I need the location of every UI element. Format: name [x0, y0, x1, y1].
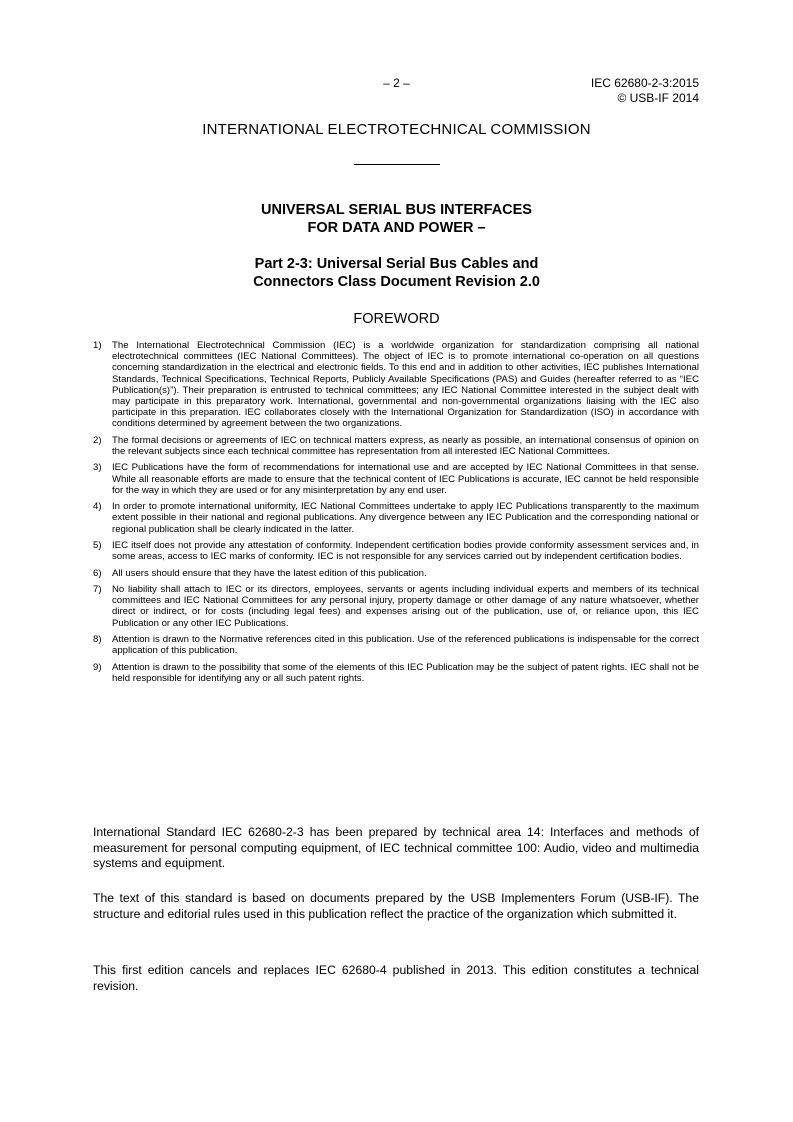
foreword-item — [93, 501, 699, 535]
foreword-item-text: Attention is drawn to the possibility that some of the elements of this IEC Publication may be the subject of patent rights. IEC shall not be held responsible for identifying any or all such patent rights. — [112, 661, 699, 684]
foreword-item-number: 6) — [93, 567, 102, 579]
foreword-item — [93, 634, 699, 656]
foreword-item — [93, 340, 699, 430]
document-identifier — [591, 76, 699, 106]
foreword-item — [93, 540, 699, 562]
foreword-item-number: 5) — [93, 540, 102, 551]
foreword-heading: FOREWORD — [353, 311, 440, 327]
foreword-item-number: 2) — [93, 434, 102, 446]
body-paragraph-edition: This first edition cancels and replaces IEC 62680-4 published in 2013. This edition constitutes a technical revision. — [93, 963, 699, 993]
page-number: – 2 – — [383, 76, 410, 90]
part-title — [0, 255, 793, 291]
foreword-item-text: In order to promote international uniformity, IEC National Committees undertake to apply IEC Publications transparently to the maximum extent possible in their national and regional publications. Any divergence between any IEC Publication and the corresponding national or regional publication shall be clearly indicated in the latter. — [112, 501, 699, 535]
body-paragraph-source: The text of this standard is based on documents prepared by the USB Implementers Forum (USB-IF). The structure and editorial rules used in this publication reflect the practice of the organization which submitted it. — [93, 891, 699, 921]
part-title-line-1: Part 2-3: Universal Serial Bus Cables and — [254, 256, 539, 272]
foreword-item-text: Attention is drawn to the Normative references cited in this publication. Use of the referenced publications is indispensable for the correct application of this publication. — [112, 633, 699, 657]
foreword-item-text: No liability shall attach to IEC or its directors, employees, servants or agents including individual experts and members of its technical committees and IEC National Committees for any personal injury, property damage or other damage of any nature whatsoever, whether direct or indirect, or for costs (including legal fees) and expenses arising out of the publication, use of, or reliance upon, this IEC Publication or any other IEC Publications. — [112, 583, 699, 629]
part-title-line-2: Connectors Class Document Revision 2.0 — [253, 274, 540, 290]
foreword-item-number: 1) — [93, 340, 102, 351]
foreword-item-text: IEC itself does not provide any attestation of conformity. Independent certification bodies provide conformity assessment services and, in some areas, access to IEC marks of conformity. IEC is not responsible for any services carried out by independent certification bodies. — [112, 540, 699, 563]
foreword-item — [93, 584, 699, 629]
foreword-list — [93, 340, 699, 689]
title-line-1: UNIVERSAL SERIAL BUS INTERFACES — [261, 202, 532, 218]
foreword-item — [93, 662, 699, 684]
foreword-item — [93, 435, 699, 457]
foreword-item-number: 8) — [93, 633, 102, 645]
organization-title: INTERNATIONAL ELECTROTECHNICAL COMMISSION — [202, 121, 591, 138]
foreword-item-number: 7) — [93, 583, 102, 595]
copyright-notice: © USB-IF 2014 — [617, 91, 699, 105]
title-divider — [354, 164, 440, 165]
foreword-item — [93, 462, 699, 496]
foreword-item-number: 3) — [93, 462, 102, 474]
title-line-2: FOR DATA AND POWER – — [307, 220, 486, 236]
document-title — [0, 201, 793, 237]
foreword-item — [93, 568, 699, 579]
foreword-item-text: The formal decisions or agreements of IEC on technical matters express, as nearly as possible, an international consensus of opinion on the relevant subjects since each technical committee has representation from all interested IEC National Committees. — [112, 434, 699, 458]
foreword-item-text: IEC Publications have the form of recommendations for international use and are accepted by IEC National Committees in that sense. While all reasonable efforts are made to ensure that the technical content of IEC Publications is accurate, IEC cannot be held responsible for the way in which they are used or for any misinterpretation by any end user. — [112, 462, 699, 496]
standard-number: IEC 62680-2-3:2015 — [590, 76, 699, 90]
foreword-item-number: 4) — [93, 501, 102, 513]
body-paragraph-preparation: International Standard IEC 62680-2-3 has been prepared by technical area 14: Interfaces and methods of measurement for personal computing equipment, of IEC technical committee 100: Audio, video and multimedia systems and equipment. — [93, 825, 699, 870]
foreword-item-number: 9) — [93, 661, 102, 673]
foreword-item-text: All users should ensure that they have the latest edition of this publication. — [112, 567, 427, 579]
foreword-item-text: The International Electrotechnical Commission (IEC) is a worldwide organization for standardization comprising all national electrotechnical committees (IEC National Committees). The object of IEC is to promote international co-operation on all questions concerning standardization in the electrical and electronic fields. To this end and in addition to other activities, IEC publishes International Standards, Technical Specifications, Technical Reports, Publicly Available Specifications (PAS) and Guides (hereafter referred to as “IEC Publication(s)”). Their preparation is entrusted to technical committees; any IEC National Committee interested in the subject dealt with may participate in this preparatory work. International, governmental and non-governmental organizations liaising with the IEC also participate in this preparation. IEC collaborates closely with the International Organization for Standardization (ISO) in accordance with conditions determined by agreement between the two organizations. — [112, 340, 699, 430]
